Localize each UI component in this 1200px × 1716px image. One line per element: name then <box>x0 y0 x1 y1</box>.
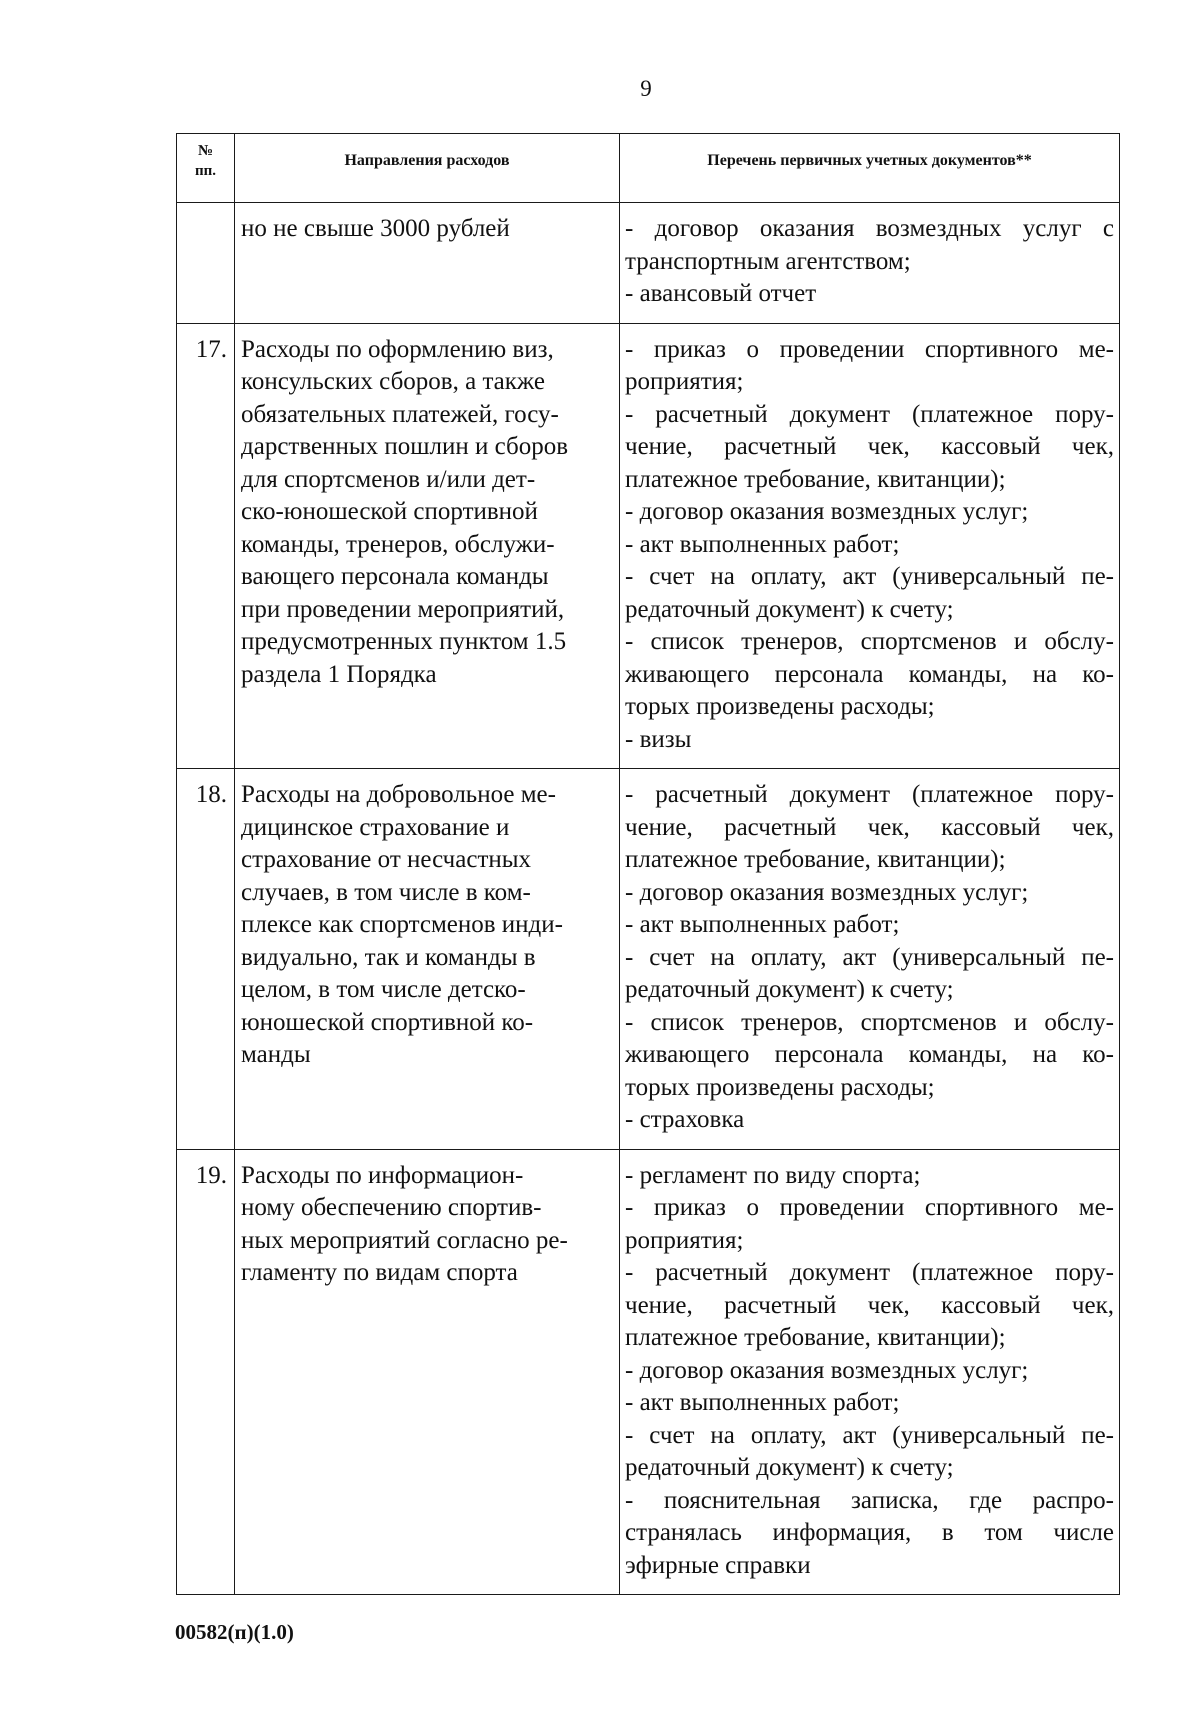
expense-direction-line: раздела 1 Порядка <box>241 660 437 688</box>
expense-direction-cell <box>235 203 620 324</box>
primary-document-line: роприятия; <box>625 1226 744 1254</box>
expense-direction-line: при проведении мероприятий, <box>241 595 565 623</box>
primary-document-line: - счет на оплату, акт (универсальный пе- <box>625 943 1114 971</box>
primary-document-line: - договор оказания возмездных услуг; <box>625 498 1029 525</box>
expense-direction-line: гламенту по видам спорта <box>241 1259 518 1286</box>
primary-document-line: чение, расчетный чек, кассовый чек, <box>625 1291 1114 1319</box>
row-number <box>177 203 235 324</box>
primary-documents-cell <box>620 769 1120 1150</box>
primary-document-line: платежное требование, квитанции); <box>625 465 1006 493</box>
primary-document-line: платежное требование, квитанции); <box>625 846 1006 873</box>
row-number: 19. <box>177 1149 235 1595</box>
expense-direction-line: Расходы на добровольное ме- <box>241 781 556 808</box>
primary-document-line: - договор оказания возмездных услуг; <box>625 878 1029 906</box>
primary-document-line: живающего персонала команды, на ко- <box>625 660 1114 688</box>
expense-direction-line: случаев, в том числе в ком- <box>241 878 531 906</box>
expense-direction-line: дарственных пошлин и сборов <box>241 433 569 460</box>
primary-documents-cell <box>620 203 1120 324</box>
primary-document-line: - договор оказания возмездных услуг; <box>625 1356 1029 1384</box>
header-number-line2: пп. <box>194 163 217 179</box>
expense-direction-cell <box>235 769 620 1150</box>
primary-document-line: странялась информация, в том числе <box>625 1519 1114 1546</box>
expense-direction-line: дицинское страхование и <box>241 813 510 841</box>
primary-document-line: - страховка <box>625 1106 745 1133</box>
table-body <box>177 203 1120 1595</box>
primary-document-line: - расчетный документ (платежное пору- <box>625 781 1114 808</box>
expense-direction-line: манды <box>241 1041 311 1068</box>
primary-document-line: торых произведены расходы; <box>625 693 935 720</box>
expense-direction-line: консульских сборов, а также <box>241 368 545 395</box>
expense-direction-cell <box>235 323 620 769</box>
expense-direction-line: страхование от несчастных <box>241 846 532 873</box>
primary-document-line: - расчетный документ (платежное пору- <box>625 1259 1114 1286</box>
header-direction-label: Направления расходов <box>344 152 510 169</box>
primary-document-line: редаточный документ) к счету; <box>625 1454 954 1481</box>
primary-document-line: - пояснительная записка, где распро- <box>625 1486 1114 1514</box>
expense-direction-line: но не свыше 3000 рублей <box>241 215 510 242</box>
primary-document-line: транспортным агентством; <box>625 247 911 275</box>
primary-document-line: - визы <box>625 725 692 753</box>
primary-document-line: - договор оказания возмездных услуг с <box>625 215 1114 242</box>
header-documents <box>620 134 1120 203</box>
primary-document-line: редаточный документ) к счету; <box>625 595 954 623</box>
expense-direction-line: ному обеспечению спортив- <box>241 1194 542 1221</box>
primary-document-line: живающего персонала команды, на ко- <box>625 1041 1114 1068</box>
document-code: 00582(п)(1.0) <box>175 1620 294 1644</box>
expense-direction-line: видуально, так и команды в <box>241 943 536 971</box>
primary-document-line: - список тренеров, спортсменов и обслу- <box>625 1008 1114 1036</box>
primary-document-line: - регламент по виду спорта; <box>625 1161 921 1189</box>
primary-document-line: - акт выполненных работ; <box>625 1389 900 1416</box>
expense-direction-line: ных мероприятий согласно ре- <box>241 1226 568 1254</box>
header-direction <box>235 134 620 203</box>
primary-document-line: роприятия; <box>625 368 744 395</box>
expense-direction-cell <box>235 1149 620 1595</box>
primary-document-line: - акт выполненных работ; <box>625 911 900 938</box>
primary-document-line: - счет на оплату, акт (универсальный пе- <box>625 563 1114 590</box>
header-number-line1: № <box>197 143 214 159</box>
primary-documents-cell <box>620 323 1120 769</box>
primary-document-line: редаточный документ) к счету; <box>625 976 954 1003</box>
page-number: 9 <box>640 76 652 101</box>
table-row <box>177 203 1120 324</box>
table-row <box>177 323 1120 769</box>
expense-direction-line: Расходы по оформлению виз, <box>241 335 554 363</box>
header-number <box>177 134 235 203</box>
expenses-table <box>176 133 1120 1595</box>
primary-document-line: - приказ о проведении спортивного ме- <box>625 1194 1114 1221</box>
expense-direction-line: Расходы по информацион- <box>241 1161 524 1189</box>
header-documents-label: Перечень первичных учетных документов** <box>707 152 1032 169</box>
primary-document-line: торых произведены расходы; <box>625 1073 935 1101</box>
primary-document-line: эфирные справки <box>625 1551 811 1579</box>
primary-document-line: - список тренеров, спортсменов и обслу- <box>625 628 1114 655</box>
expense-direction-line: плексе как спортсменов инди- <box>241 911 563 938</box>
expense-direction-line: предусмотренных пунктом 1.5 <box>241 628 567 655</box>
primary-document-line: чение, расчетный чек, кассовый чек, <box>625 433 1114 460</box>
primary-document-line: - расчетный документ (платежное пору- <box>625 400 1114 428</box>
primary-document-line: - приказ о проведении спортивного ме- <box>625 335 1114 363</box>
expense-direction-line: для спортсменов и/или дет- <box>241 465 536 493</box>
primary-document-line: - счет на оплату, акт (универсальный пе- <box>625 1421 1114 1449</box>
expense-direction-line: команды, тренеров, обслужи- <box>241 530 555 558</box>
table-row <box>177 1149 1120 1595</box>
table-header-row <box>177 134 1120 203</box>
row-number: 18. <box>177 769 235 1150</box>
expense-direction-line: обязательных платежей, госу- <box>241 400 559 428</box>
expense-direction-line: юношеской спортивной ко- <box>241 1008 534 1036</box>
table-row <box>177 769 1120 1150</box>
primary-document-line: - авансовый отчет <box>625 280 817 307</box>
primary-documents-cell <box>620 1149 1120 1595</box>
primary-document-line: - акт выполненных работ; <box>625 530 900 558</box>
row-number: 17. <box>177 323 235 769</box>
expense-direction-line: ско-юношеской спортивной <box>241 498 538 525</box>
expense-direction-line: вающего персонала команды <box>241 563 549 590</box>
expense-direction-line: целом, в том числе детско- <box>241 976 526 1003</box>
primary-document-line: чение, расчетный чек, кассовый чек, <box>625 813 1114 841</box>
primary-document-line: платежное требование, квитанции); <box>625 1324 1006 1351</box>
